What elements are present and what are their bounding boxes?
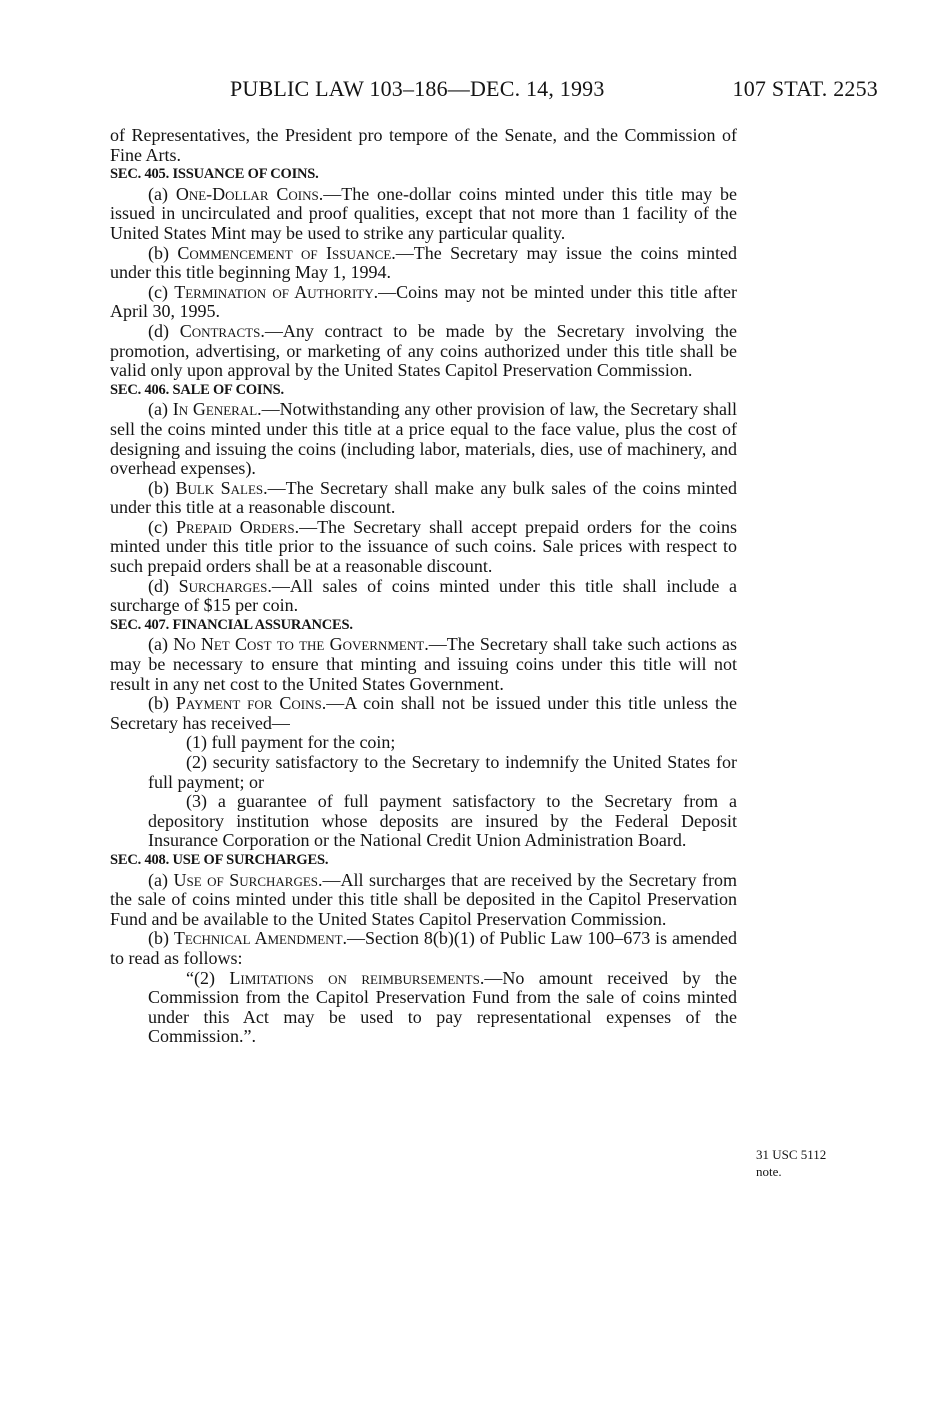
subsection-title: One-Dollar Coins. xyxy=(175,183,324,204)
margin-note xyxy=(756,1146,866,1180)
public-law-title: PUBLIC LAW 103–186—DEC. 14, 1993 xyxy=(230,76,605,101)
section-heading-407: SEC. 407. FINANCIAL ASSURANCES. xyxy=(110,616,353,633)
subsection-title: Surcharges. xyxy=(178,575,272,596)
subsection-408a: (a) Use of Surcharges.—All surcharges that are received by the Secretary from the sale of coins minted under this title shall be deposited in the Capitol Preservation Fund and be available to the United States Capitol Preservation Commission. xyxy=(110,869,737,929)
paragraph-407b3: (3) a guarantee of full payment satisfactory to the Secretary from a depository institution whose deposits are insured by the Federal Deposit Insurance Corporation or the National Credit Union Administration Board. xyxy=(148,791,737,851)
section-heading-405: SEC. 405. ISSUANCE OF COINS. xyxy=(110,166,319,183)
subsection-title: Technical Amendment. xyxy=(173,928,348,949)
subsection-405c: (c) Termination of Authority.—Coins may not be minted under this title after April 30, 1995. xyxy=(110,281,737,322)
subsection-407a: (a) No Net Cost to the Government.—The Secretary shall take such actions as may be necessary to ensure that minting and issuing coins under this title will not result in any net cost to the United States Government. xyxy=(110,634,737,694)
subsection-title: Payment for Coins. xyxy=(175,693,327,714)
subsection-408b: (b) Technical Amendment.—Section 8(b)(1) of Public Law 100–673 is amended to read as follows: xyxy=(110,928,737,968)
subsection-title: In General. xyxy=(172,399,262,420)
paragraph-407b2: (2) security satisfactory to the Secretary to indemnify the United States for full payment; or xyxy=(148,752,737,792)
subsection-title: Contracts. xyxy=(179,320,265,341)
paragraph-407b1: (1) full payment for the coin; xyxy=(186,732,396,753)
subsection-406a: (a) In General.—Notwithstanding any other provision of law, the Secretary shall sell the coins minted under this title at a price equal to the face value, plus the cost of designing and issuing the coins (including labor, materials, dies, use of machinery, and overhead expenses). xyxy=(110,399,738,479)
stat-page-number: 107 STAT. 2253 xyxy=(732,76,878,101)
subsection-title: Commencement of Issuance. xyxy=(177,242,396,263)
subsection-title: No Net Cost to the Government. xyxy=(173,634,429,655)
subsection-405b: (b) Commencement of Issuance.—The Secretary may issue the coins minted under this title beginning May 1, 1994. xyxy=(110,242,737,283)
quoted-amendment: “(2) Limitations on reimbursements.—No amount received by the Commission from the Capitol Preservation Fund from the sale of coins minted under this Act may be used to pay representational expenses of the Commission.”. xyxy=(148,967,737,1047)
subsection-405a: (a) One-Dollar Coins.—The one-dollar coins minted under this title may be issued in uncirculated and proof qualities, except that not more than 1 facility of the United States Mint may be used to strike any particular quality. xyxy=(110,183,737,243)
subsection-title: Prepaid Orders. xyxy=(175,516,300,537)
law-text xyxy=(110,126,737,1047)
subsection-406b: (b) Bulk Sales.—The Secretary shall make any bulk sales of the coins minted under this title at a reasonable discount. xyxy=(110,477,737,518)
section-heading-408: SEC. 408. USE OF SURCHARGES. xyxy=(110,851,329,868)
margin-note-citation: 31 USC 5112 xyxy=(756,1147,827,1162)
margin-note-label: note. xyxy=(756,1164,782,1179)
subsection-406c: (c) Prepaid Orders.—The Secretary shall accept prepaid orders for the coins minted under this title prior to the issuance of such coins. Sale prices with respect to such prepaid orders shall be at a reasonable discount. xyxy=(110,516,737,577)
section-heading-406: SEC. 406. SALE OF COINS. xyxy=(110,381,284,398)
subsection-407b: (b) Payment for Coins.—A coin shall not be issued under this title unless the Secretary has received— xyxy=(110,693,737,733)
running-head xyxy=(230,76,878,106)
subsection-title: Bulk Sales. xyxy=(175,477,268,498)
subsection-405d: (d) Contracts.—Any contract to be made by the Secretary involving the promotion, advertising, or marketing of any coins authorized under this title shall be valid only upon approval by the United States Capitol Preservation Commission. xyxy=(110,320,738,381)
subsection-406d: (d) Surcharges.—All sales of coins minted under this title shall include a surcharge of $15 per coin. xyxy=(110,575,737,616)
intro-paragraph: of Representatives, the President pro tempore of the Senate, and the Commission of Fine Arts. xyxy=(110,125,737,165)
subsection-title: Use of Surcharges. xyxy=(173,869,323,890)
subsection-title: Limitations on reimbursements. xyxy=(229,967,485,988)
subsection-title: Termination of Authority. xyxy=(174,281,379,302)
